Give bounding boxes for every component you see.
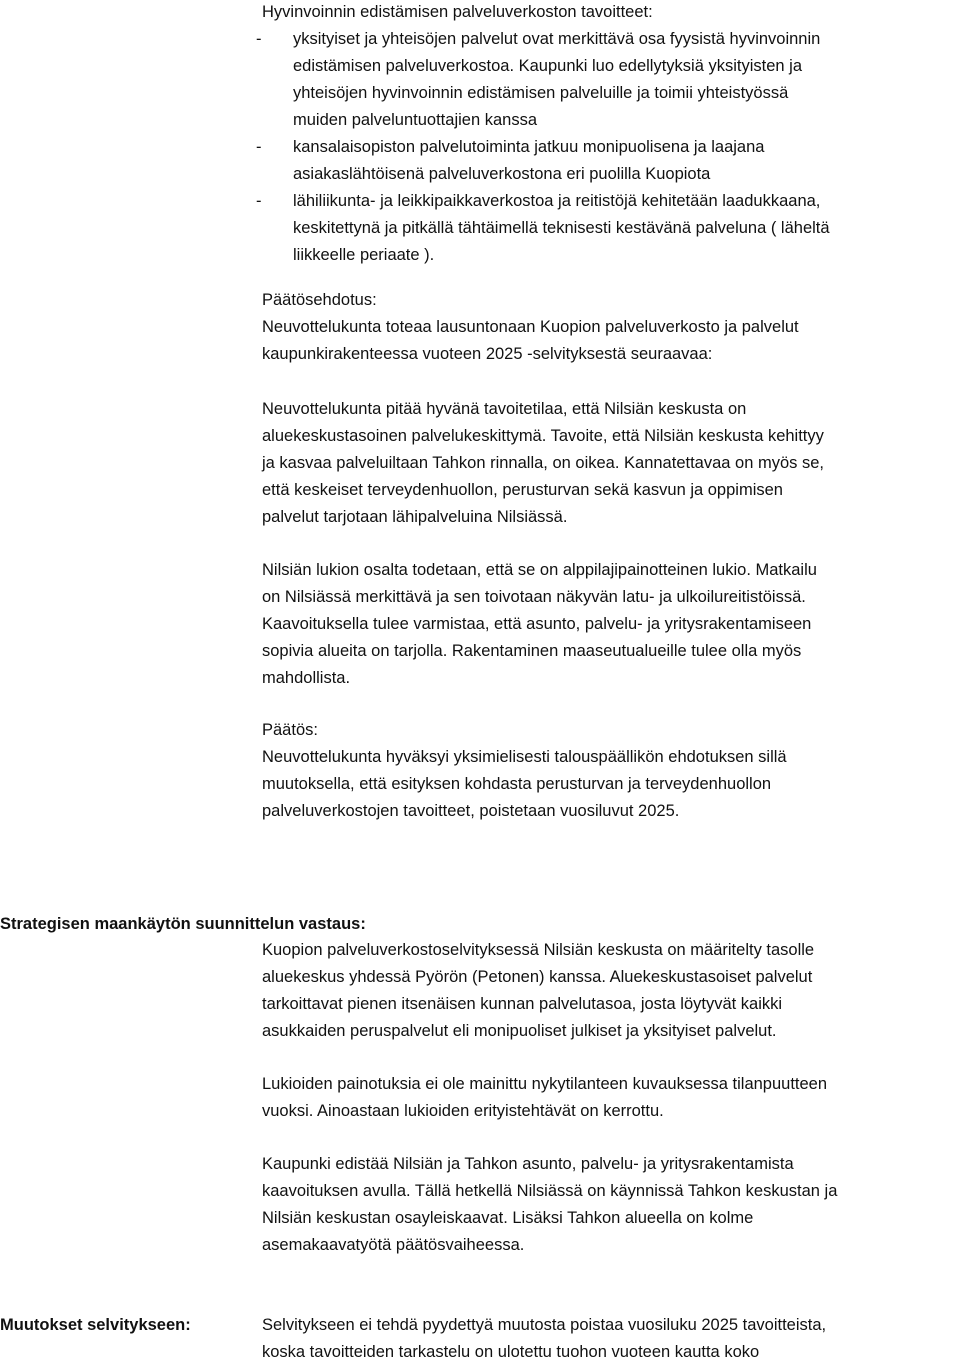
strategy-heading: Strategisen maankäytön suunnittelun vastaus: (0, 915, 366, 933)
text-line: asukkaiden peruspalvelut eli monipuoliset julkiset ja yksityiset palvelut. (262, 1022, 777, 1040)
goals-bullet-1 (256, 26, 958, 134)
text-line: Neuvottelukunta pitää hyvänä tavoitetilaa, että Nilsiän keskusta on (262, 400, 747, 418)
text-line: muutoksella, että esityksen kohdasta perusturvan ja terveydenhuollon (262, 775, 772, 793)
text-line: koska tavoitteiden tarkastelu on ulotettu tuohon vuoteen kautta koko (262, 1343, 760, 1361)
text-line: kaavoituksen avulla. Tällä hetkellä Nilsiässä on käynnissä Tahkon keskustan ja (262, 1182, 838, 1200)
changes-heading: Muutokset selvitykseen: (0, 1316, 191, 1334)
text-line: on Nilsiässä merkittävä ja sen toivotaan näkyvän latu- ja ulkoilureitistöissä. (262, 588, 806, 606)
text-line: Kaupunki edistää Nilsiän ja Tahkon asunto, palvelu- ja yritysrakentamista (262, 1155, 794, 1173)
text-line: sopivia alueita on tarjolla. Rakentaminen maaseutualueille tulee olla myös (262, 642, 802, 660)
text-line: Lukioiden painotuksia ei ole mainittu nykytilanteen kuvauksessa tilanpuutteen (262, 1075, 828, 1093)
text-line: Neuvottelukunta hyväksyi yksimielisesti talouspäällikön ehdotuksen sillä (262, 748, 787, 766)
decision-section (262, 717, 958, 825)
text-line: yhteisöjen hyvinvoinnin edistämisen palveluille ja toimii yhteistyössä (293, 84, 789, 102)
text-line: kaupunkirakenteessa vuoteen 2025 -selvityksestä seuraavaa: (262, 345, 713, 363)
bullet-dash: - (256, 30, 262, 48)
text-line: että keskeiset terveydenhuollon, perusturvan sekä kasvun ja oppimisen (262, 481, 783, 499)
bullet-dash: - (256, 138, 262, 156)
text-line: asiakaslähtöisenä palveluverkostona eri puolilla Kuopiota (293, 165, 711, 183)
text-line: aluekeskustasoinen palvelukeskittymä. Tavoite, että Nilsiän keskusta kehittyy (262, 427, 824, 445)
text-line: vuoksi. Ainoastaan lukioiden erityistehtävät on kerrottu. (262, 1102, 664, 1120)
text-line: aluekeskus yhdessä Pyörön (Petonen) kanssa. Aluekeskustasoiset palvelut (262, 968, 813, 986)
text-line: muiden palveluntuottajien kanssa (293, 111, 537, 129)
text-line: keskitettynä ja pitkällä tähtäimellä teknisesti kestävänä palveluna ( läheltä (293, 219, 830, 237)
text-line: yksityiset ja yhteisöjen palvelut ovat merkittävä osa fyysistä hyvinvoinnin (293, 30, 821, 48)
text-line: tarkoittavat pienen itsenäisen kunnan palvelutasoa, josta löytyvät kaikki (262, 995, 783, 1013)
goals-bullet-3 (256, 188, 958, 269)
text-line: asemakaavatyötä päätösvaiheessa. (262, 1236, 525, 1254)
text-line: palveluverkostojen tavoitteet, poistetaan vuosiluvut 2025. (262, 802, 680, 820)
text-line: Nilsiän lukion osalta todetaan, että se on alppilajipainotteinen lukio. Matkailu (262, 561, 817, 579)
proposal-heading: Päätösehdotus: (262, 291, 377, 309)
text-line: lähiliikunta- ja leikkipaikkaverkostoa ja reitistöjä kehitetään laadukkaana, (293, 192, 821, 210)
text-line: Kuopion palveluverkostoselvityksessä Nilsiän keskusta on määritelty tasolle (262, 941, 815, 959)
text-line: mahdollista. (262, 669, 351, 687)
bullet-dash: - (256, 192, 262, 210)
text-line: liikkeelle periaate ). (293, 246, 435, 264)
text-line: palvelut tarjotaan lähipalveluina Nilsiässä. (262, 508, 568, 526)
decision-heading: Päätös: (262, 721, 318, 739)
strategy-paragraph-3 (262, 1151, 958, 1259)
text-line: Selvitykseen ei tehdä pyydettyä muutosta poistaa vuosiluku 2025 tavoitteista, (262, 1316, 827, 1334)
proposal-paragraph-3 (262, 557, 958, 692)
text-line: edistämisen palveluverkostoa. Kaupunki luo edellytyksiä yksityisten ja (293, 57, 803, 75)
changes-paragraph (262, 1312, 958, 1366)
strategy-paragraph-2 (262, 1071, 958, 1125)
text-line: Kaavoituksella tulee varmistaa, että asunto, palvelu- ja yritysrakentamiseen (262, 615, 812, 633)
proposal-paragraph-2 (262, 396, 958, 531)
goals-bullet-2 (256, 134, 958, 188)
text-line: ja kasvaa palveluiltaan Tahkon rinnalla, on oikea. Kannatettavaa on myös se, (262, 454, 824, 472)
goals-section (256, 0, 958, 269)
proposal-section (262, 287, 958, 368)
strategy-paragraph-1 (262, 937, 958, 1045)
text-line: kansalaisopiston palvelutoiminta jatkuu monipuolisena ja laajana (293, 138, 765, 156)
text-line: Neuvottelukunta toteaa lausuntonaan Kuopion palveluverkosto ja palvelut (262, 318, 799, 336)
goals-heading: Hyvinvoinnin edistämisen palveluverkoston tavoitteet: (262, 3, 653, 21)
text-line: Nilsiän keskustan osayleiskaavat. Lisäksi Tahkon alueella on kolme (262, 1209, 754, 1227)
